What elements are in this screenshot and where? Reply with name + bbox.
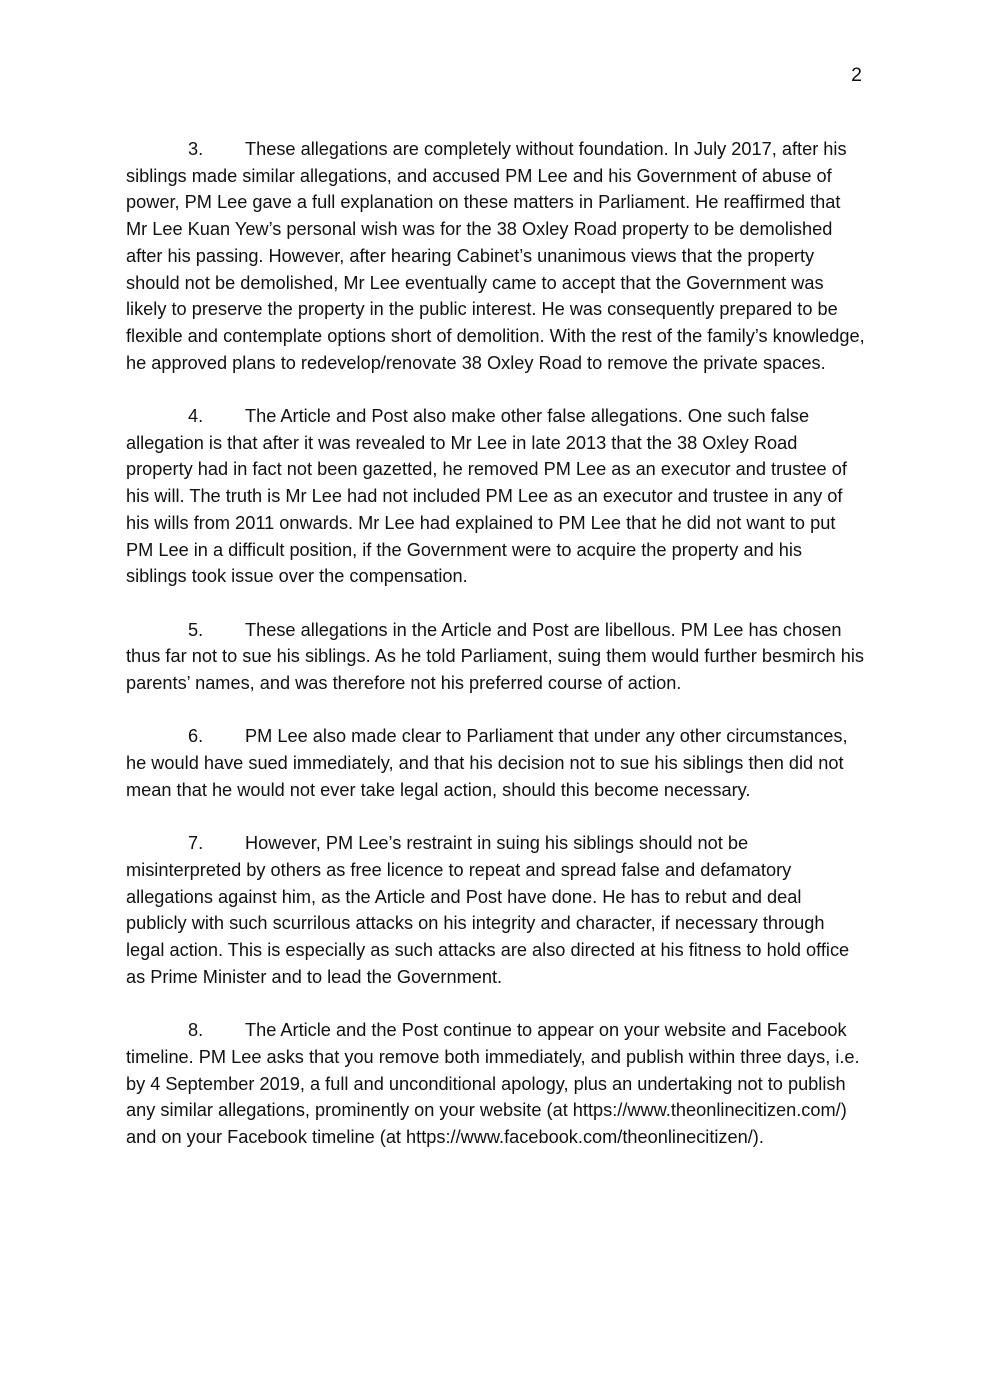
paragraph-number: 4.: [188, 406, 204, 427]
paragraph-5: [126, 617, 866, 697]
paragraph-3: [126, 136, 866, 376]
paragraph-text: PM Lee also made clear to Parliament that under any other circumstances, he would have sued immediately, and that his decision not to sue his siblings then did not mean that he would not ever take legal action, should this become necessary.: [126, 726, 848, 800]
paragraph-number: 8.: [188, 1020, 204, 1041]
paragraph-text: However, PM Lee’s restraint in suing his siblings should not be misinterpreted by others as free licence to repeat and spread false and defamatory allegations against him, as the Article and Post have done. He has to rebut and deal publicly with such scurrilous attacks on his integrity and character, if necessary through legal action. This is especially as such attacks are also directed at his fitness to hold office as Prime Minister and to lead the Government.: [126, 833, 850, 987]
paragraph-text: The Article and the Post continue to appear on your website and Facebook timeline. PM Lee asks that you remove both immediately, and publish within three days, i.e. by 4 September 2019, a full and unconditional apology, plus an undertaking not to publish any similar allegations, prominently on your website (at https://www.theonlinecitizen.com/) and on your Facebook timeline (at https://www.facebook.com/theonlinecitizen/).: [126, 1020, 860, 1147]
letter-body: [126, 136, 866, 1151]
paragraph-text: These allegations in the Article and Post are libellous. PM Lee has chosen thus far not to sue his siblings. As he told Parliament, suing them would further besmirch his parents’ names, and was therefore not his preferred course of action.: [126, 619, 864, 694]
paragraph-number: 6.: [188, 726, 204, 747]
paragraph-text: The Article and Post also make other false allegations. One such false allegation is that after it was revealed to Mr Lee in late 2013 that the 38 Oxley Road property had in fact not been gazetted, he removed PM Lee as an executor and trustee of his will. The truth is Mr Lee had not included PM Lee as an executor and trustee in any of his wills from 2011 onwards. Mr Lee had explained to PM Lee that he did not want to put PM Lee in a difficult position, if the Government were to acquire the property and his siblings took issue over the compensation.: [126, 406, 847, 587]
paragraph-number: 5.: [188, 619, 204, 640]
paragraph-text: These allegations are completely without foundation. In July 2017, after his siblings made similar allegations, and accused PM Lee and his Government of abuse of power, PM Lee gave a full explanation on these matters in Parliament. He reaffirmed that Mr Lee Kuan Yew’s personal wish was for the 38 Oxley Road property to be demolished after his passing. However, after hearing Cabinet’s unanimous views that the property should not be demolished, Mr Lee eventually came to accept that the Government was likely to preserve the property in the public interest. He was consequently prepared to be flexible and contemplate options short of demolition. With the rest of the family’s knowledge, he approved plans to redevelop/renovate 38 Oxley Road to remove the private spaces.: [126, 139, 865, 373]
page-number: 2: [851, 64, 862, 86]
paragraph-6: [126, 723, 866, 803]
paragraph-4: [126, 403, 866, 590]
paragraph-7: [126, 830, 866, 990]
paragraph-8: [126, 1017, 866, 1151]
paragraph-number: 7.: [188, 833, 204, 854]
paragraph-number: 3.: [188, 139, 204, 159]
